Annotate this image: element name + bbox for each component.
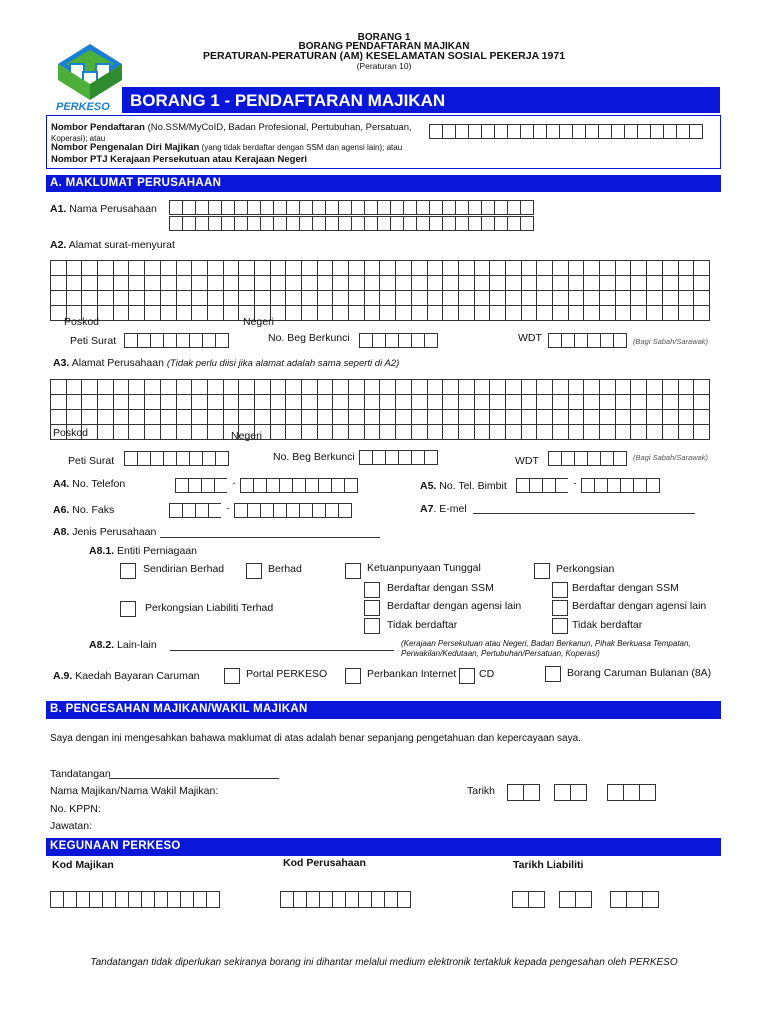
a7-num: A7	[420, 503, 434, 515]
a8-label: Jenis Perusahaan	[72, 526, 157, 538]
reg-label1b: Koperasi); atau	[51, 134, 106, 143]
header-line1: BORANG 1	[357, 32, 411, 43]
a9-num: A.9.	[53, 670, 73, 682]
business-type-line[interactable]	[160, 537, 380, 538]
kegunaan-header	[46, 838, 721, 856]
tunggal-agensi-checkbox[interactable]	[364, 600, 380, 616]
a3-negeri-label: Negeri	[231, 430, 262, 442]
a3-wdt-label: WDT	[515, 455, 539, 467]
signature-label: Tandatangan	[50, 768, 111, 780]
a2-beg-field[interactable]	[360, 333, 438, 348]
portal-checkbox[interactable]	[224, 668, 240, 684]
a1-num: A1.	[50, 203, 67, 215]
a3-num: A3.	[53, 357, 70, 369]
signature-line[interactable]	[109, 778, 279, 779]
a3-note: (Tidak perlu diisi jika alamat adalah sama seperti di A2)	[166, 358, 400, 369]
phone-field[interactable]: -	[176, 478, 358, 493]
perkeso-logo	[52, 42, 128, 114]
kegunaan-title: KEGUNAAN PERKESO	[50, 840, 181, 852]
kod-perusahaan-field[interactable]	[281, 891, 411, 908]
business-address-grid[interactable]	[50, 379, 710, 440]
section-b-header	[46, 701, 721, 719]
llp-label: Perkongsian Liabiliti Terhad	[145, 602, 274, 614]
form-banner-title: BORANG 1 - PENDAFTARAN MAJIKAN	[130, 91, 446, 110]
tunggal-ssm-checkbox[interactable]	[364, 582, 380, 598]
sdn-bhd-checkbox[interactable]	[120, 563, 136, 579]
borang-8a-checkbox[interactable]	[545, 666, 561, 682]
a2-num: A2.	[50, 239, 67, 251]
a2-poskod-label: Poskod	[64, 316, 100, 328]
a82-label: Lain-lain	[117, 639, 157, 651]
llp-checkbox[interactable]	[120, 601, 136, 617]
a82-note1: (Kerajaan Persekutuan atau Negeri, Badan Berkanun, Pihak Berkuasa Tempatan,	[401, 639, 691, 648]
kongsi-agensi-label: Berdaftar dengan agensi lain	[572, 600, 707, 612]
tarikh-liabiliti-month[interactable]	[560, 891, 592, 908]
a6-num: A6.	[53, 504, 70, 516]
mailing-address-grid[interactable]	[50, 260, 710, 321]
reg-label1-bold: Nombor Pendaftaran	[51, 122, 145, 133]
internet-banking-label: Perbankan Internet	[367, 668, 457, 680]
a6-label: No. Faks	[72, 504, 115, 516]
kongsi-tidak-checkbox[interactable]	[552, 618, 568, 634]
a5-label: No. Tel. Bimbit	[439, 480, 507, 492]
section-a-title: A. MAKLUMAT PERUSAHAAN	[50, 177, 222, 189]
tunggal-checkbox[interactable]	[345, 563, 361, 579]
header-line4: (Peraturan 10)	[356, 61, 412, 71]
kod-perusahaan-label: Kod Perusahaan	[283, 857, 366, 869]
sdn-bhd-label: Sendirian Berhad	[143, 563, 225, 575]
a82-note2: Perwakilan/Kedutaan, Pertubuhan/Persatuan, Koperasi)	[401, 649, 600, 658]
a1-label: Nama Perusahaan	[69, 203, 157, 215]
kod-majikan-label: Kod Majikan	[52, 859, 114, 871]
perkongsian-label: Perkongsian	[556, 563, 615, 575]
date-day-field[interactable]	[508, 784, 540, 801]
a4-label: No. Telefon	[72, 478, 126, 490]
perkongsian-checkbox[interactable]	[534, 563, 550, 579]
fax-field[interactable]: -	[170, 503, 352, 518]
cd-label: CD	[479, 668, 495, 680]
a4-num: A4.	[53, 478, 70, 490]
a2-peti-surat-field[interactable]	[125, 333, 229, 348]
tunggal-label: Ketuanpunyaan Tunggal	[367, 562, 481, 574]
tunggal-agensi-label: Berdaftar dengan agensi lain	[387, 600, 522, 612]
berhad-label: Berhad	[268, 563, 302, 575]
tunggal-tidak-checkbox[interactable]	[364, 618, 380, 634]
section-b-title: B. PENGESAHAN MAJIKAN/WAKIL MAJIKAN	[50, 703, 308, 715]
tunggal-ssm-label: Berdaftar dengan SSM	[387, 582, 494, 594]
tunggal-tidak-label: Tidak berdaftar	[387, 619, 458, 631]
a3-beg-field[interactable]	[360, 450, 438, 465]
a3-peti-surat-field[interactable]	[125, 451, 229, 466]
header-line3: PERATURAN-PERATURAN (AM) KESELAMATAN SOSIAL PEKERJA 1971	[202, 50, 566, 62]
date-year-field[interactable]	[608, 784, 656, 801]
reg-number-field[interactable]	[430, 124, 703, 139]
date-month-field[interactable]	[555, 784, 587, 801]
reg-label1: (No.SSM/MyCoID, Badan Profesional, Pertubuhan, Persatuan,	[144, 122, 412, 133]
declaration-text: Saya dengan ini mengesahkan bahawa maklumat di atas adalah benar sepanjang pengetahuan dan kepercayaan saya.	[50, 733, 581, 744]
a3-wdt-field[interactable]	[549, 451, 627, 466]
a3-poskod-label: Poskod	[53, 427, 89, 439]
jawatan-label: Jawatan:	[50, 820, 93, 832]
a81-num: A8.1.	[89, 545, 115, 557]
a3-beg-label: No. Beg Berkunci	[273, 451, 355, 463]
a2-label: Alamat surat-menyurat	[68, 239, 175, 251]
a7-label: . E-mel	[433, 503, 467, 515]
portal-label: Portal PERKESO	[246, 668, 328, 680]
registration-box	[46, 115, 721, 169]
borang-8a-label: Borang Caruman Bulanan (8A)	[567, 667, 712, 679]
tarikh-liabiliti-year[interactable]	[611, 891, 659, 908]
tarikh-label: Tarikh	[467, 785, 496, 797]
a82-num: A8.2.	[89, 639, 115, 651]
tarikh-liabiliti-label: Tarikh Liabiliti	[513, 859, 584, 871]
reg-label3: Nombor PTJ Kerajaan Persekutuan atau Kerajaan Negeri	[51, 154, 308, 165]
a5-num: A5.	[420, 480, 437, 492]
company-name-field-row2[interactable]	[170, 216, 534, 231]
company-name-field-row1[interactable]	[170, 200, 534, 215]
a3-label: Alamat Perusahaan	[71, 357, 164, 369]
a2-wdt-field[interactable]	[549, 333, 627, 348]
lain-lain-line[interactable]	[170, 650, 394, 651]
email-line[interactable]	[473, 513, 695, 514]
berhad-checkbox[interactable]	[246, 563, 262, 579]
mobile-field[interactable]: -	[517, 478, 660, 493]
kongsi-ssm-checkbox[interactable]	[552, 582, 568, 598]
a2-peti-surat-label: Peti Surat	[70, 335, 117, 347]
a3-peti-surat-label: Peti Surat	[68, 455, 115, 467]
a2-beg-label: No. Beg Berkunci	[268, 332, 350, 344]
a8-num: A8.	[53, 526, 70, 538]
kppn-label: No. KPPN:	[50, 803, 101, 815]
section-a-header	[46, 175, 721, 192]
kongsi-ssm-label: Berdaftar dengan SSM	[572, 582, 679, 594]
a2-sabah-note: (Bagi Sabah/Sarawak)	[633, 337, 709, 346]
tarikh-liabiliti-day[interactable]	[513, 891, 545, 908]
form-banner	[122, 87, 720, 113]
employer-name-label: Nama Majikan/Nama Wakil Majikan:	[50, 785, 219, 797]
internet-banking-checkbox[interactable]	[345, 668, 361, 684]
a2-wdt-label: WDT	[518, 332, 542, 344]
kongsi-tidak-label: Tidak berdaftar	[572, 619, 643, 631]
header-line2: BORANG PENDAFTARAN MAJIKAN	[298, 41, 470, 52]
a81-label: Entiti Perniagaan	[117, 545, 198, 557]
reg-label2-bold: Nombor Pengenalan Diri Majikan	[51, 142, 200, 153]
cd-checkbox[interactable]	[459, 668, 475, 684]
logo-text: PERKESO	[56, 101, 110, 113]
kongsi-agensi-checkbox[interactable]	[552, 600, 568, 616]
a2-negeri-label: Negeri	[243, 316, 274, 328]
a9-label: Kaedah Bayaran Caruman	[75, 670, 200, 682]
kod-majikan-field[interactable]	[51, 891, 220, 908]
reg-label2: (yang tidak berdaftar dengan SSM dan agensi lain); atau	[199, 143, 403, 152]
footer-note: Tandatangan tidak diperlukan sekiranya borang ini dihantar melalui medium elektronik tertakluk kepada pengesahan oleh PERKESO	[90, 957, 678, 968]
a3-sabah-note: (Bagi Sabah/Sarawak)	[633, 453, 709, 462]
